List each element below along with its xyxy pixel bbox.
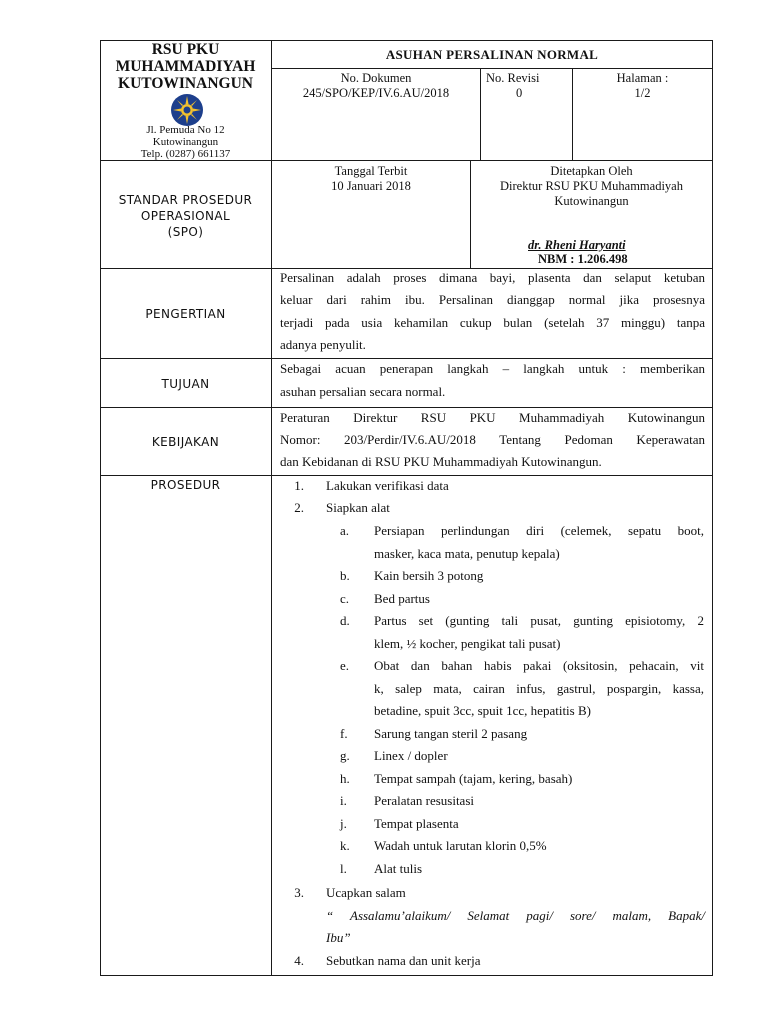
institution-name-line1: RSU PKU — [151, 41, 220, 58]
tool-text: klem, ½ kocher, pengikat tali pusat) — [374, 635, 561, 651]
spo-label-line1: STANDAR PROSEDUR — [118, 193, 253, 207]
doc-number-value: 245/SPO/KEP/IV.6.AU/2018 — [302, 86, 450, 100]
tujuan-label: TUJUAN — [161, 377, 210, 391]
tool-text: Linex / dopler — [374, 748, 448, 763]
tool-text: Partus set (gunting tali pusat, gunting episiotomy, 2 — [374, 613, 704, 628]
address-line2: Kutowinangun — [152, 136, 219, 148]
tool-text: Obat dan bahan habis pakai (oksitosin, pehacain, vit — [374, 658, 704, 673]
address-line3: Telp. (0287) 661137 — [140, 148, 231, 160]
tool-text: Wadah untuk larutan klorin 0,5% — [374, 838, 547, 853]
signer-name: dr. Rheni Haryanti — [528, 238, 626, 252]
pengertian-line2: keluar dari rahim ibu. Persalinan dianggap normal jika prosesnya — [280, 292, 705, 307]
tool-letter: e. — [340, 658, 350, 673]
divider-revision-col — [480, 68, 481, 160]
tool-text: masker, kaca mata, penutup kepala) — [374, 545, 560, 561]
muhammadiyah-sun-logo-icon — [170, 93, 204, 127]
set-by-label: Ditetapkan Oleh — [550, 164, 633, 178]
tool-letter: i. — [340, 793, 347, 808]
tujuan-line1: Sebagai acuan penerapan langkah – langkah untuk : memberikan — [280, 361, 705, 376]
step-number: 2. — [294, 500, 304, 515]
divider-title-row — [271, 68, 713, 69]
pengertian-line1: Persalinan adalah proses dimana bayi, plasenta dan selaput ketuban — [280, 270, 705, 285]
address-line1: Jl. Pemuda No 12 — [146, 124, 225, 136]
spo-document — [100, 40, 713, 976]
step-number: 3. — [294, 885, 304, 900]
document-title: ASUHAN PERSALINAN NORMAL — [385, 47, 599, 62]
tool-letter: l. — [340, 860, 347, 876]
tool-text: Alat tulis — [374, 860, 423, 876]
kebijakan-line1: Peraturan Direktur RSU PKU Muhammadiyah Kutowinangun — [280, 410, 705, 425]
spo-label-line2: OPERASIONAL — [140, 209, 231, 223]
step-text: Lakukan verifikasi data — [326, 478, 449, 493]
tool-letter: f. — [340, 725, 348, 741]
tool-letter: a. — [340, 523, 350, 538]
tool-letter: b. — [340, 568, 350, 583]
tool-text: Bed partus — [374, 590, 430, 606]
tool-text: betadine, spuit 3cc, spuit 1cc, hepatitis B) — [374, 703, 591, 718]
tool-text: Kain bersih 3 potong — [374, 568, 484, 583]
divider-spo-row — [100, 160, 713, 161]
page-label: Halaman : — [616, 71, 669, 85]
step-text: Sebutkan nama dan unit kerja — [326, 953, 481, 968]
kebijakan-line2: Nomor: 203/Perdir/IV.6.AU/2018 Tentang Pedoman Keperawatan — [280, 432, 705, 447]
step-text: Siapkan alat — [326, 500, 390, 515]
step-text: Ucapkan salam — [326, 885, 406, 900]
tool-letter: h. — [340, 770, 350, 786]
page-value: 1/2 — [634, 86, 651, 100]
pengertian-label: PENGERTIAN — [145, 307, 226, 321]
tool-letter: g. — [340, 748, 350, 763]
issue-date-label: Tanggal Terbit — [334, 164, 408, 178]
prosedur-label: PROSEDUR — [150, 478, 221, 492]
tool-letter: k. — [340, 838, 350, 853]
kebijakan-label: KEBIJAKAN — [151, 435, 220, 449]
tool-text: Peralatan resusitasi — [374, 793, 474, 808]
tool-text: k, salep mata, cairan infus, gastrul, pospargin, kassa, — [374, 680, 704, 696]
border-bottom — [100, 975, 713, 976]
pengertian-line4: adanya penyulit. — [280, 337, 366, 352]
doc-number-label: No. Dokumen — [340, 71, 412, 85]
greeting-line2: Ibu” — [326, 930, 351, 945]
revision-label: No. Revisi — [486, 71, 540, 85]
step-number: 1. — [294, 478, 304, 493]
tool-text: Sarung tangan steril 2 pasang — [374, 725, 528, 741]
tool-text: Tempat plasenta — [374, 815, 459, 831]
border-left — [100, 40, 101, 976]
tool-text: Persiapan perlindungan diri (celemek, sepatu boot, — [374, 523, 704, 538]
tool-text: Tempat sampah (tajam, kering, basah) — [374, 770, 573, 786]
tujuan-line2: asuhan persalian secara normal. — [280, 384, 446, 399]
kebijakan-line3: dan Kebidanan di RSU PKU Muhammadiyah Kutowinangun. — [280, 454, 602, 469]
issue-date-value: 10 Januari 2018 — [331, 179, 411, 193]
greeting-line1: “ Assalamu’alaikum/ Selamat pagi/ sore/ malam, Bapak/ — [326, 908, 705, 923]
border-right — [712, 40, 713, 976]
tool-letter: c. — [340, 590, 350, 606]
tool-letter: j. — [340, 815, 347, 831]
institution-name-line3: KUTOWINANGUN — [118, 75, 253, 92]
set-by-line2: Kutowinangun — [554, 194, 629, 208]
pengertian-line3: terjadi pada usia kehamilan cukup bulan (setelah 37 minggu) tanpa — [280, 315, 705, 330]
signer-nbm: NBM : 1.206.498 — [538, 252, 628, 266]
tool-letter: d. — [340, 613, 350, 628]
institution-name-line2: MUHAMMADIYAH — [115, 58, 256, 75]
set-by-line1: Direktur RSU PKU Muhammadiyah — [500, 179, 683, 193]
spo-label-line3: (SPO) — [167, 225, 204, 239]
revision-value: 0 — [516, 86, 523, 100]
step-number: 4. — [294, 953, 304, 968]
